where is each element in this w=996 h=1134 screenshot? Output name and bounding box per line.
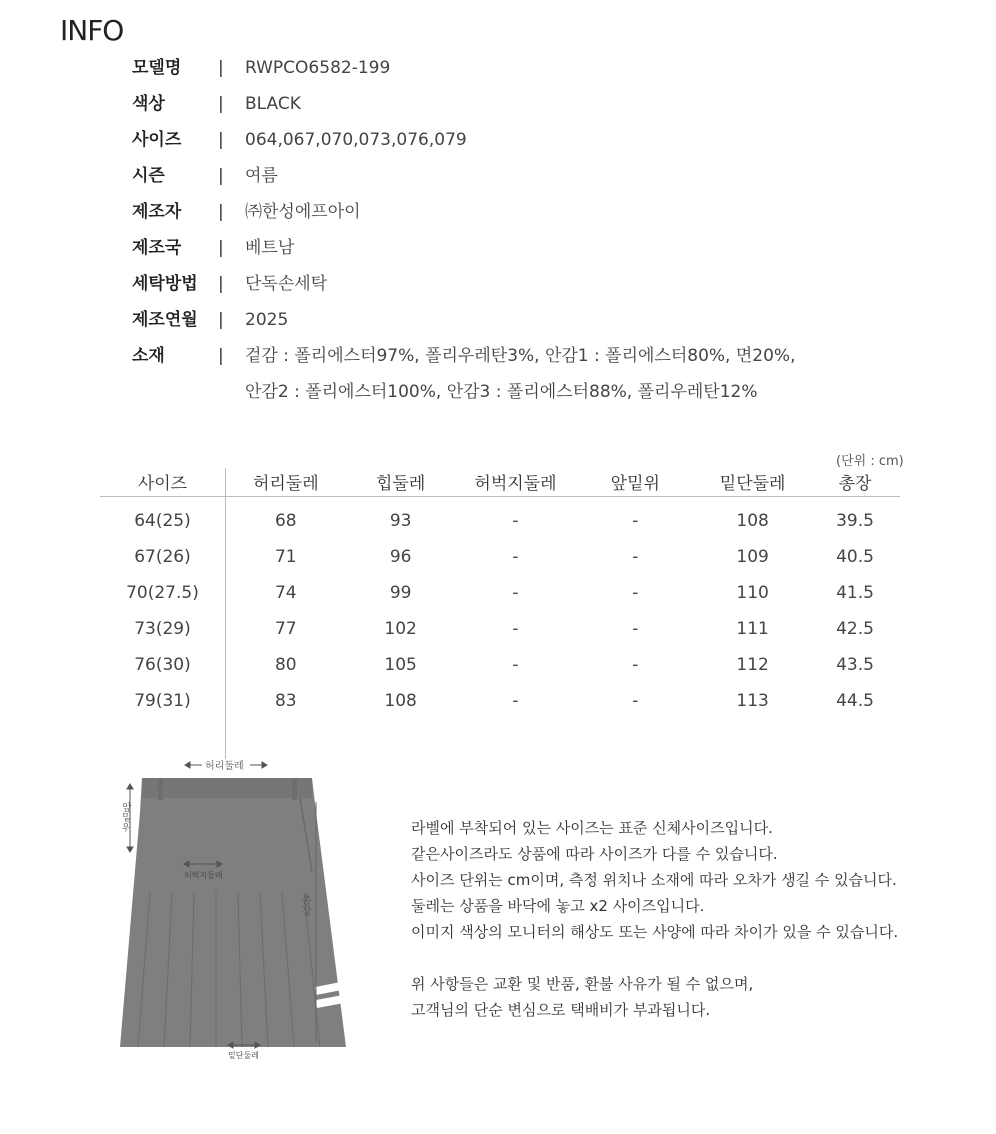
note-line: 같은사이즈라도 상품에 따라 사이즈가 다를 수 있습니다. — [411, 845, 778, 863]
table-row — [100, 503, 900, 539]
info-row-manufacturer — [132, 194, 932, 230]
info-value: BLACK — [245, 94, 301, 114]
info-value: 겉감 : 폴리에스터97%, 폴리우레탄3%, 안감1 : 폴리에스터80%, 면20%, — [245, 346, 796, 366]
table-cell: - — [632, 690, 639, 711]
notes — [411, 815, 898, 1023]
hem-label: 밑단둘레 — [228, 1051, 259, 1060]
info-row-date — [132, 302, 932, 338]
table-cell: 77 — [274, 618, 297, 639]
info-row-material — [132, 338, 932, 374]
table-cell: 93 — [389, 510, 412, 531]
length-label: 총장 — [299, 894, 313, 916]
note-line: 이미지 색상의 모니터의 해상도 또는 사양에 따라 차이가 있을 수 있습니다. — [411, 923, 899, 941]
table-cell: - — [632, 546, 639, 567]
table-cell: 70(27.5) — [100, 575, 225, 611]
info-value: 2025 — [245, 310, 289, 330]
table-cell: 111 — [736, 618, 769, 639]
table-cell: 83 — [274, 690, 297, 711]
table-row — [100, 683, 900, 719]
table-cell: - — [512, 546, 519, 567]
table-cell: - — [512, 618, 519, 639]
page-title: INFO — [60, 14, 124, 47]
table-cell: 67(26) — [100, 539, 225, 575]
table-cell: 108 — [384, 690, 417, 711]
table-cell: 99 — [389, 582, 412, 603]
table-cell: - — [632, 582, 639, 603]
table-cell: 71 — [274, 546, 297, 567]
info-label: 세탁방법 — [132, 274, 198, 294]
table-cell: 40.5 — [836, 546, 874, 567]
table-cell: - — [512, 582, 519, 603]
info-value: 안감2 : 폴리에스터100%, 안감3 : 폴리에스터88%, 폴리우레탄12% — [245, 382, 758, 402]
table-cell: 108 — [736, 510, 769, 531]
column-header: 힙둘레 — [346, 468, 456, 497]
column-header: 앞밑위 — [575, 468, 695, 497]
info-separator: | — [218, 130, 224, 150]
table-cell: 76(30) — [100, 647, 225, 683]
table-cell: 68 — [274, 510, 297, 531]
table-cell: - — [512, 690, 519, 711]
info-separator: | — [218, 310, 224, 330]
table-cell: - — [512, 654, 519, 675]
info-value: 베트남 — [245, 238, 295, 258]
column-header: 사이즈 — [100, 468, 225, 497]
unit-note: (단위 : cm) — [836, 454, 904, 469]
thigh-label: 허벅지둘레 — [184, 871, 223, 880]
table-cell: 102 — [384, 618, 417, 639]
table-row — [100, 611, 900, 647]
note-line: 라벨에 부착되어 있는 사이즈는 표준 신체사이즈입니다. — [411, 819, 773, 837]
table-cell: - — [632, 618, 639, 639]
info-label: 시즌 — [132, 166, 165, 186]
info-row-country — [132, 230, 932, 266]
belt-loop — [292, 778, 297, 800]
note-line: 사이즈 단위는 cm이며, 측정 위치나 소재에 따라 오차가 생길 수 있습니다. — [411, 871, 897, 889]
info-label: 제조연월 — [132, 310, 198, 330]
waistband — [142, 778, 312, 798]
column-header: 총장 — [810, 468, 900, 497]
table-row — [100, 539, 900, 575]
column-header: 밑단둘레 — [695, 468, 810, 497]
info-value: 여름 — [245, 166, 278, 186]
table-row — [100, 647, 900, 683]
skirt-diagram — [110, 752, 350, 1072]
info-row-size — [132, 122, 932, 158]
info-row-color — [132, 86, 932, 122]
table-cell: 74 — [274, 582, 297, 603]
info-separator: | — [218, 94, 224, 114]
info-separator: | — [218, 238, 224, 258]
info-label: 모델명 — [132, 58, 182, 78]
info-value: RWPCO6582-199 — [245, 58, 391, 78]
info-label: 소재 — [132, 346, 165, 366]
table-cell: 41.5 — [836, 582, 874, 603]
table-cell: 39.5 — [836, 510, 874, 531]
table-row — [100, 575, 900, 611]
size-table — [100, 468, 900, 759]
waist-label: 허리둘레 — [205, 761, 244, 772]
table-cell: 109 — [736, 546, 769, 567]
table-cell: 44.5 — [836, 690, 874, 711]
belt-loop — [158, 778, 163, 800]
info-row-material-cont — [132, 374, 932, 410]
info-label: 사이즈 — [132, 130, 182, 150]
rise-label: 앞밑위 — [119, 802, 131, 832]
info-separator: | — [218, 58, 224, 78]
info-value: 064,067,070,073,076,079 — [245, 130, 467, 150]
info-row-model — [132, 50, 932, 86]
info-separator: | — [218, 274, 224, 294]
table-cell: 80 — [274, 654, 297, 675]
info-row-washing — [132, 266, 932, 302]
table-cell: 73(29) — [100, 611, 225, 647]
note-line: 둘레는 상품을 바닥에 놓고 x2 사이즈입니다. — [411, 897, 705, 915]
table-cell: 113 — [736, 690, 769, 711]
info-label: 제조자 — [132, 202, 182, 222]
info-value: ㈜한성에프아이 — [245, 202, 361, 222]
note-line: 위 사항들은 교환 및 반품, 환불 사유가 될 수 없으며, — [411, 975, 754, 993]
table-cell: 110 — [736, 582, 769, 603]
table-cell: - — [632, 654, 639, 675]
info-separator: | — [218, 166, 224, 186]
table-cell: 43.5 — [836, 654, 874, 675]
column-header: 허벅지둘레 — [456, 468, 576, 497]
table-cell: 42.5 — [836, 618, 874, 639]
info-separator: | — [218, 346, 224, 366]
table-cell: 112 — [736, 654, 769, 675]
info-label: 제조국 — [132, 238, 182, 258]
table-cell: 105 — [384, 654, 417, 675]
table-cell: - — [512, 510, 519, 531]
note-line: 고객님의 단순 변심으로 택배비가 부과됩니다. — [411, 1001, 711, 1019]
info-row-season — [132, 158, 932, 194]
info-value: 단독손세탁 — [245, 274, 328, 294]
info-label: 색상 — [132, 94, 165, 114]
table-cell: - — [632, 510, 639, 531]
table-header-row — [100, 468, 900, 497]
table-cell: 79(31) — [100, 683, 225, 719]
info-separator: | — [218, 202, 224, 222]
table-cell: 96 — [389, 546, 412, 567]
table-cell: 64(25) — [100, 503, 225, 539]
column-header: 허리둘레 — [225, 468, 345, 497]
